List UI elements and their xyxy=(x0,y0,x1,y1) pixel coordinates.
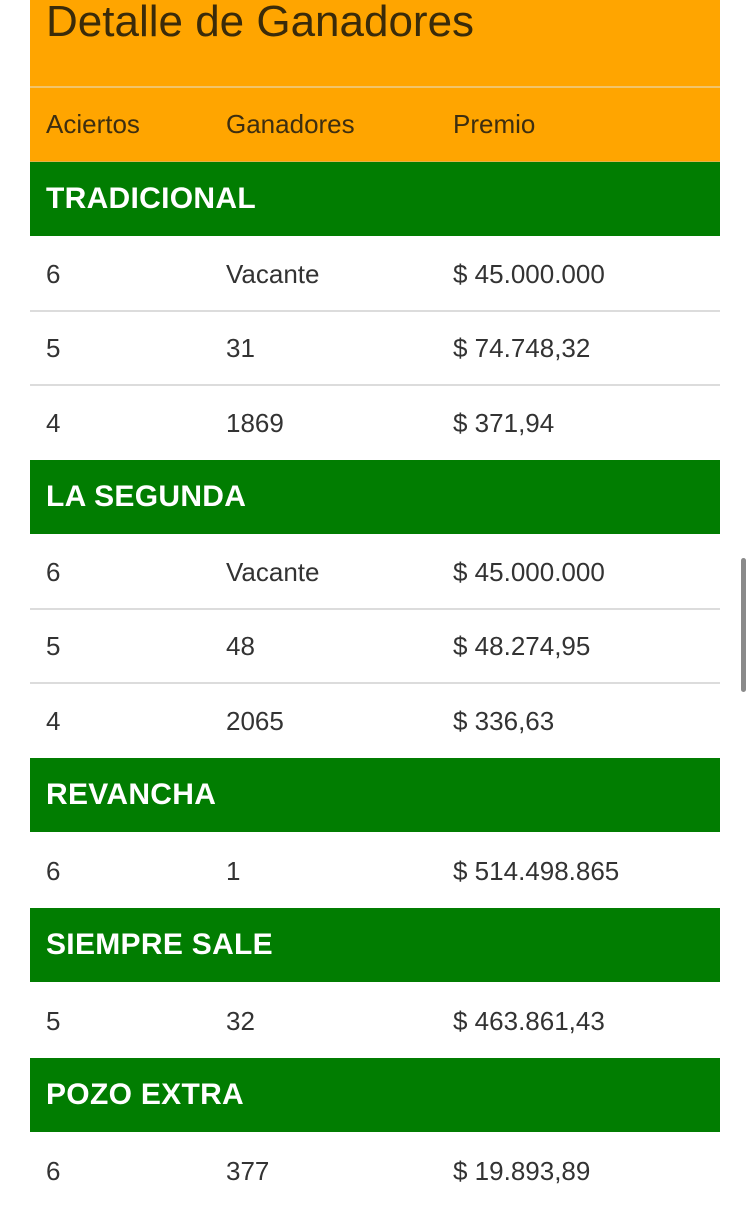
section-label: TRADICIONAL xyxy=(46,182,256,215)
cell-aciertos: 6 xyxy=(46,1155,61,1186)
cell-aciertos: 4 xyxy=(46,407,61,438)
cell-premio: $ 19.893,89 xyxy=(453,1155,591,1186)
section-header-tradicional xyxy=(30,162,720,238)
section-header-revancha xyxy=(30,758,720,834)
cell-ganadores: Vacante xyxy=(226,258,320,289)
section-label: REVANCHA xyxy=(46,778,217,811)
table-row xyxy=(30,834,720,908)
cell-ganadores: 1 xyxy=(226,855,241,886)
cell-aciertos: 6 xyxy=(46,258,61,289)
cell-aciertos: 5 xyxy=(46,332,61,363)
column-header-ganadores: Ganadores xyxy=(226,109,355,139)
title-bar xyxy=(30,0,720,88)
section-label: POZO EXTRA xyxy=(46,1078,245,1111)
table-row xyxy=(30,386,720,460)
cell-premio: $ 336,63 xyxy=(453,705,555,736)
table-row xyxy=(30,1134,720,1208)
cell-premio: $ 463.861,43 xyxy=(453,1005,605,1036)
cell-aciertos: 5 xyxy=(46,630,61,661)
cell-premio: $ 371,94 xyxy=(453,407,555,438)
cell-aciertos: 4 xyxy=(46,705,61,736)
table-row xyxy=(30,984,720,1058)
cell-aciertos: 6 xyxy=(46,855,61,886)
table-row xyxy=(30,610,720,684)
cell-premio: $ 514.498.865 xyxy=(453,855,620,886)
cell-premio: $ 48.274,95 xyxy=(453,630,591,661)
cell-aciertos: 6 xyxy=(46,556,61,587)
cell-ganadores: 377 xyxy=(226,1155,270,1186)
cell-premio: $ 74.748,32 xyxy=(453,332,591,363)
cell-premio: $ 45.000.000 xyxy=(453,556,605,587)
section-label: LA SEGUNDA xyxy=(46,480,247,513)
vertical-scrollbar[interactable] xyxy=(741,558,746,692)
cell-ganadores: Vacante xyxy=(226,556,320,587)
cell-ganadores: 31 xyxy=(226,332,255,363)
column-header-premio: Premio xyxy=(453,109,536,139)
table-row xyxy=(30,536,720,610)
cell-premio: $ 45.000.000 xyxy=(453,258,605,289)
column-header-aciertos: Aciertos xyxy=(46,109,140,139)
cell-ganadores: 32 xyxy=(226,1005,255,1036)
table-row xyxy=(30,684,720,758)
page-title: Detalle de Ganadores xyxy=(46,0,475,46)
table-header xyxy=(30,88,720,162)
table-row xyxy=(30,312,720,386)
cell-aciertos: 5 xyxy=(46,1005,61,1036)
cell-ganadores: 2065 xyxy=(226,705,284,736)
winners-table xyxy=(30,0,720,1208)
section-label: SIEMPRE SALE xyxy=(46,928,273,961)
cell-ganadores: 1869 xyxy=(226,407,284,438)
table-row xyxy=(30,238,720,312)
section-header-la-segunda xyxy=(30,460,720,536)
cell-ganadores: 48 xyxy=(226,630,255,661)
section-header-pozo-extra xyxy=(30,1058,720,1134)
section-header-siempre-sale xyxy=(30,908,720,984)
